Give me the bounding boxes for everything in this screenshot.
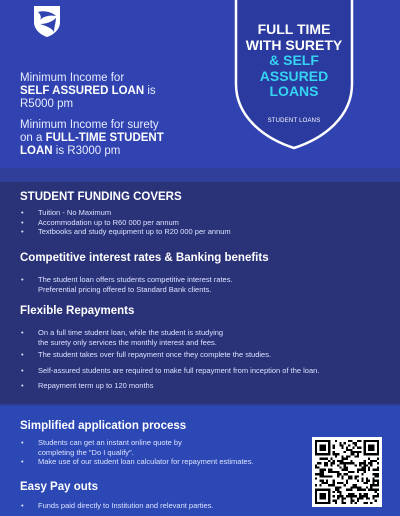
list-item: • The student loan offers students competitive interest rates. Preferential pricing offered to Standard Bank clients. bbox=[20, 275, 233, 294]
application-title: Simplified application process bbox=[20, 420, 187, 432]
self-assured-income: Minimum Income for SELF ASSURED LOAN is R5000 pm bbox=[20, 72, 156, 110]
list-item: • The student takes over full repayment once they complete the studies. bbox=[20, 350, 319, 360]
rates-title: Competitive interest rates & Banking benefits bbox=[20, 252, 269, 264]
loan-type-badge: FULL TIME WITH SURETY & SELF ASSURED LOANS bbox=[245, 21, 343, 99]
list-item: • Accommodation up to R60 000 per annum bbox=[20, 218, 231, 228]
repayments-list bbox=[20, 328, 319, 391]
qr-code-icon[interactable] bbox=[312, 437, 382, 507]
application-list bbox=[20, 438, 254, 467]
list-item: • Repayment term up to 120 months bbox=[20, 381, 319, 391]
income-requirements bbox=[20, 72, 220, 166]
list-item: • Funds paid directly to Institution and relevant parties. bbox=[20, 501, 214, 511]
list-item: • On a full time student loan, while the student is studying the surety only services the monthly interest and fees. bbox=[20, 328, 319, 347]
qr-finder bbox=[315, 440, 330, 455]
qr-finder bbox=[364, 440, 379, 455]
list-item: • Make use of our student loan calculator for repayment estimates. bbox=[20, 457, 254, 467]
qr-pattern bbox=[315, 440, 379, 504]
list-item: • Self-assured students are required to make full repayment from inception of the loan. bbox=[20, 366, 319, 376]
badge-subtitle: STUDENT LOANS bbox=[267, 118, 321, 124]
payouts-list bbox=[20, 501, 214, 511]
standard-bank-shield-icon bbox=[32, 4, 62, 38]
surety-income: Minimum Income for surety on a FULL-TIME STUDENT LOAN is R3000 pm bbox=[20, 119, 164, 157]
list-item: • Tuition - No Maximum bbox=[20, 208, 231, 218]
rates-list bbox=[20, 275, 233, 294]
payouts-title: Easy Pay outs bbox=[20, 481, 98, 493]
list-item: • Textbooks and study equipment up to R20 000 per annum bbox=[20, 227, 231, 237]
list-item: • Students can get an instant online quote by completing the "Do I qualify". bbox=[20, 438, 254, 457]
qr-finder bbox=[315, 489, 330, 504]
funding-list bbox=[20, 208, 231, 237]
repayments-title: Flexible Repayments bbox=[20, 305, 135, 317]
funding-title: STUDENT FUNDING COVERS bbox=[20, 191, 182, 203]
